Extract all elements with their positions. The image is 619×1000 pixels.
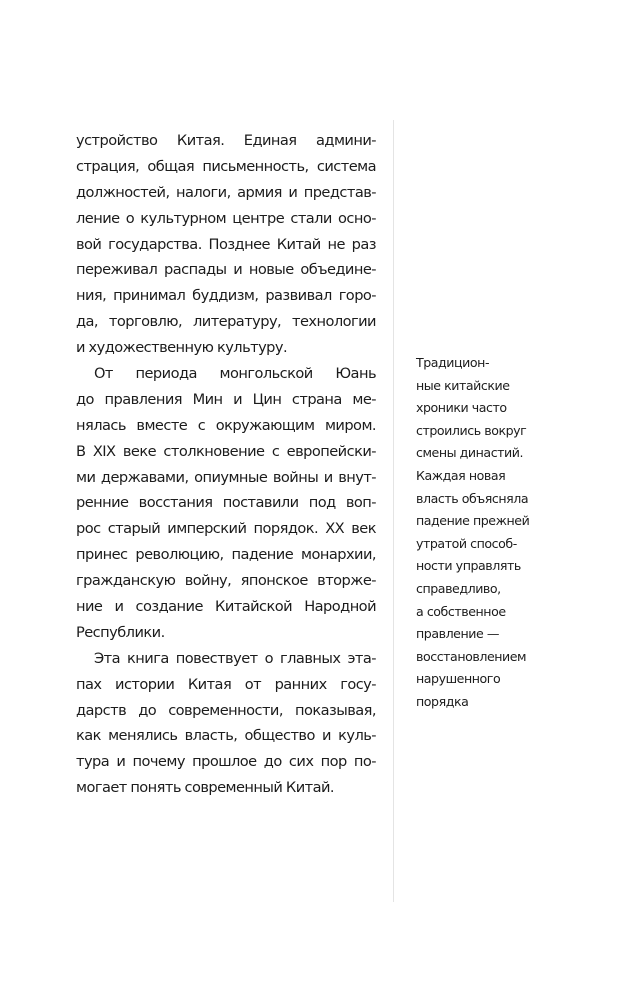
margin-note-line: смены династий. [416,445,524,461]
margin-note-line: порядка [416,693,469,709]
margin-note-line: а собственное [416,603,506,619]
main-text-line: ренние восстания поставили под воп- [76,494,376,512]
main-text-line: переживал распады и новые объедине- [76,261,376,279]
margin-note-line: Каждая новая [416,467,506,483]
column-divider [393,120,394,902]
margin-note-line: падение прежней [416,513,530,529]
main-text-line: пах истории Китая от ранних госу- [76,675,376,693]
main-text-line: ление о культурном центре стали осно- [76,209,376,227]
margin-note-line: ности управлять [416,558,521,574]
main-text-line: до правления Мин и Цин страна ме- [76,390,376,408]
main-text-line: От периода монгольской Юань [94,365,376,383]
main-text-line: устройство Китая. Единая админи- [76,132,376,149]
main-text-line: гражданскую войну, японское вторже- [76,572,376,590]
main-text-line: рос старый имперский порядок. XX век [76,520,376,538]
main-text-line: В XIX веке столкновение с европейски- [76,442,376,460]
main-text-line: могает понять современный Китай. [76,779,335,797]
main-text-line: ми державами, опиумные войны и внут- [76,468,376,486]
main-text-line: Республики. [76,623,165,641]
margin-note-line: строились вокруг [416,422,527,438]
main-text-line: как менялись власть, общество и куль- [76,727,376,745]
margin-note-line: власть объясняла [416,490,529,506]
main-text-line: принес революцию, падение монархии, [76,546,376,564]
margin-note-line: справедливо, [416,580,501,596]
main-text-column [76,128,376,801]
margin-note-line: ные китайские [416,377,510,393]
main-text-line: вой государства. Позднее Китай не раз [76,235,376,253]
main-text-line: страция, общая письменность, система [76,157,376,175]
margin-note-line: нарушенного [416,671,501,687]
margin-note-line: правление — [416,626,499,642]
main-text-line: дарств до современности, показывая, [76,701,376,719]
margin-note-line: хроники часто [416,400,507,416]
main-text-line: да, торговлю, литературу, технологии [76,313,376,331]
main-text-line: нялась вместе с окружающим миром. [76,416,376,434]
main-text-line: и художественную культуру. [76,339,288,357]
main-text-line: тура и почему прошлое до сих пор по- [76,753,376,771]
main-text-line: Эта книга повествует о главных эта- [94,649,376,667]
margin-note-line: восстановлением [416,648,527,664]
margin-note [416,352,544,714]
main-text-line: ние и создание Китайской Народной [76,598,376,616]
margin-note-line: Традицион- [416,355,490,370]
margin-note-line: утратой способ- [416,535,517,551]
main-text-line: должностей, налоги, армия и представ- [76,183,376,201]
main-text-line: ния, принимал буддизм, развивал горо- [76,287,376,305]
